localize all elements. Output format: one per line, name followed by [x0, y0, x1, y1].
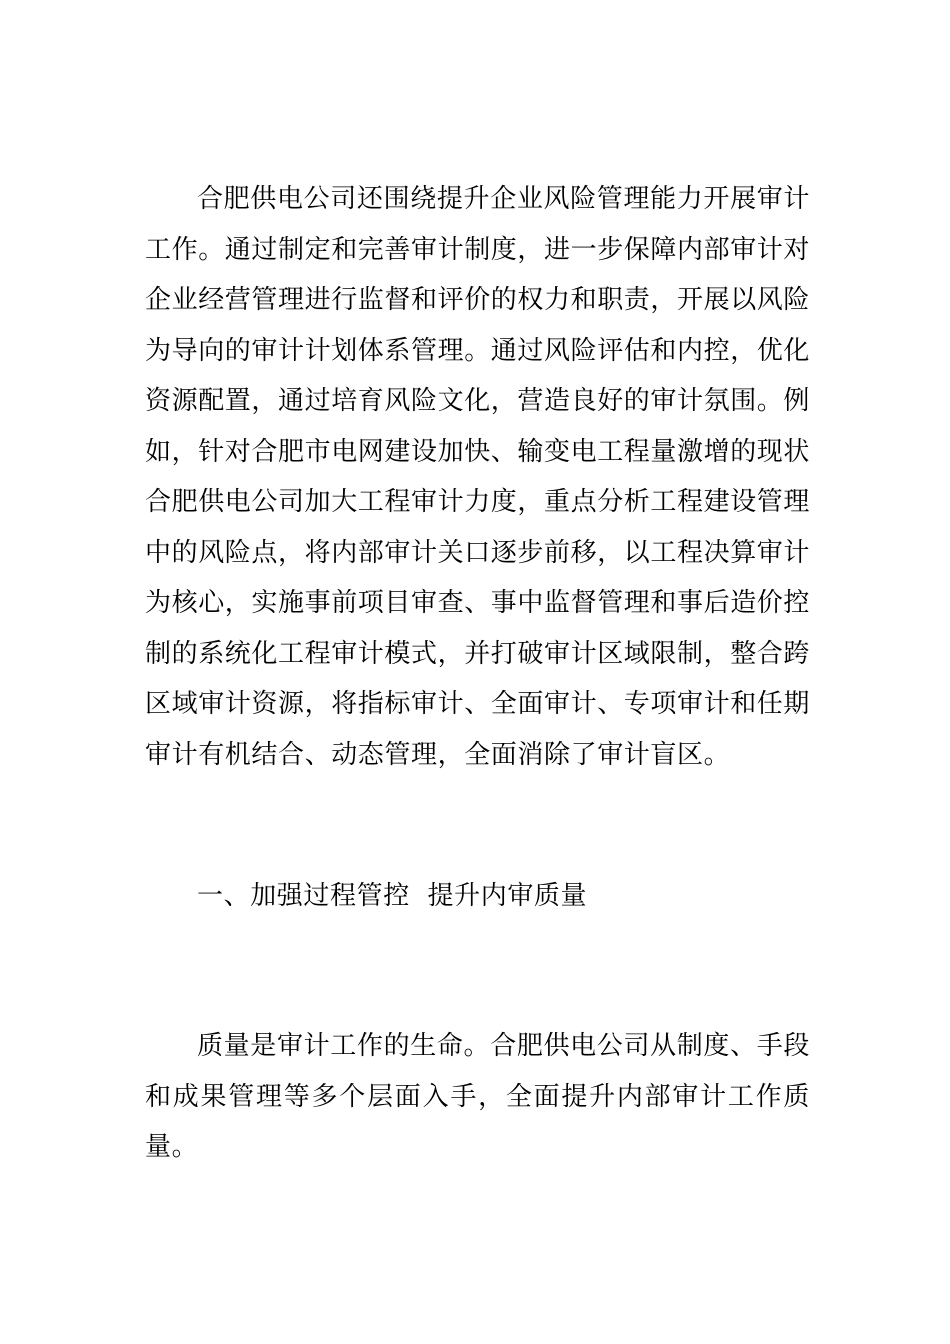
body-paragraph-audit-quality: 质量是审计工作的生命。合肥供电公司从制度、手段和成果管理等多个层面入手，全面提升内部审计工作质量。 — [145, 1031, 810, 1162]
body-paragraph-risk-management: 合肥供电公司还围绕提升企业风险管理能力开展审计工作。通过制定和完善审计制度，进一步保障内部审计对企业经营管理进行监督和评价的权力和职责，开展以风险为导向的审计计划体系管理。通过风险评估和内控，优化资源配置，通过培育风险文化，营造良好的审计氛围。例如，针对合肥市电网建设加快、输变电工程量激增的现状合肥供电公司加大工程审计力度，重点分析工程建设管理中的风险点，将内部审计关口逐步前移，以工程决算审计为核心，实施事前项目审查、事中监督管理和事后造价控制的系统化工程审计模式，并打破审计区域限制，整合跨区域审计资源，将指标审计、全面审计、专项审计和任期审计有机结合、动态管理，全面消除了审计盲区。 — [145, 184, 811, 770]
section-heading: 一、加强过程管控 提升内审质量 — [197, 881, 588, 911]
